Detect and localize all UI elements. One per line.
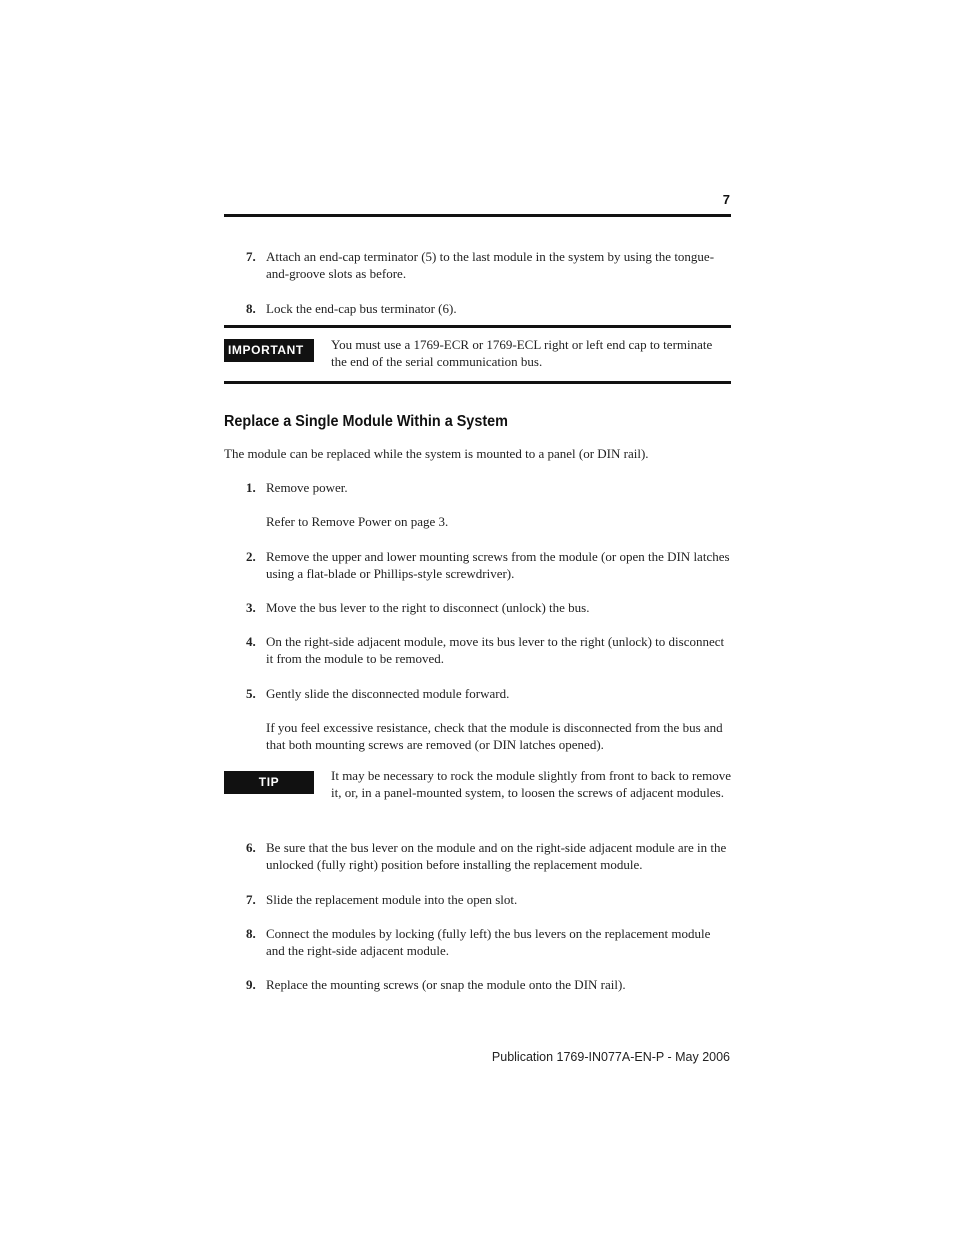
step-number: 7. (246, 249, 256, 264)
step-number: 6. (246, 840, 256, 855)
step-text: Remove the upper and lower mounting screws from the module (or open the DIN latches using a flat-blade or Phillips-style screwdriver). (266, 549, 730, 581)
step-number: 4. (246, 634, 256, 649)
step-number: 7. (246, 892, 256, 907)
step-text: Connect the modules by locking (fully left) the bus levers on the replacement module and the right-side adjacent module. (266, 926, 711, 958)
step-number: 2. (246, 549, 256, 564)
step-text: On the right-side adjacent module, move its bus lever to the right (unlock) to disconnect it from the module to be removed. (266, 634, 725, 666)
step-subtext: If you feel excessive resistance, check that the module is disconnected from the bus and that both mounting screws are removed (or DIN latches opened). (266, 720, 723, 752)
tip-text: It may be necessary to rock the module slightly from front to back to remove it, or, in a panel-mounted system, to loosen the screws of adjacent modules. (331, 768, 731, 800)
important-top-rule (224, 325, 731, 328)
step-text: Remove power. (266, 480, 348, 495)
step-text: Slide the replacement module into the open slot. (266, 892, 518, 907)
step-text: Replace the mounting screws (or snap the module onto the DIN rail). (266, 977, 626, 992)
step-subtext: Refer to Remove Power on page 3. (266, 514, 449, 529)
important-text: You must use a 1769-ECR or 1769-ECL right or left end cap to terminate the end of the serial communication bus. (331, 337, 713, 369)
section-title: Replace a Single Module Within a System (224, 413, 508, 430)
step-number: 8. (246, 301, 256, 316)
step-text: Move the bus lever to the right to disconnect (unlock) the bus. (266, 600, 590, 615)
step-number: 8. (246, 926, 256, 941)
step-number: 3. (246, 600, 256, 615)
step-text: Attach an end-cap terminator (5) to the last module in the system by using the tongue-and-groove slots as before. (266, 249, 715, 281)
page-number: 7 (722, 192, 730, 207)
important-bottom-rule (224, 381, 731, 384)
publication-footer: Publication 1769-IN077A-EN-P - May 2006 (491, 1050, 730, 1064)
step-number: 1. (246, 480, 256, 495)
step-number: 9. (246, 977, 256, 992)
step-number: 5. (246, 686, 256, 701)
tip-label: TIP (224, 771, 314, 794)
step-text: Be sure that the bus lever on the module and on the right-side adjacent module are in the unlocked (fully right) position before installing the replacement module. (266, 840, 727, 872)
important-label: IMPORTANT (224, 339, 314, 362)
step-text: Lock the end-cap bus terminator (6). (266, 301, 457, 316)
step-text: Gently slide the disconnected module forward. (266, 686, 510, 701)
section-intro: The module can be replaced while the system is mounted to a panel (or DIN rail). (224, 446, 649, 461)
header-rule (224, 214, 731, 217)
